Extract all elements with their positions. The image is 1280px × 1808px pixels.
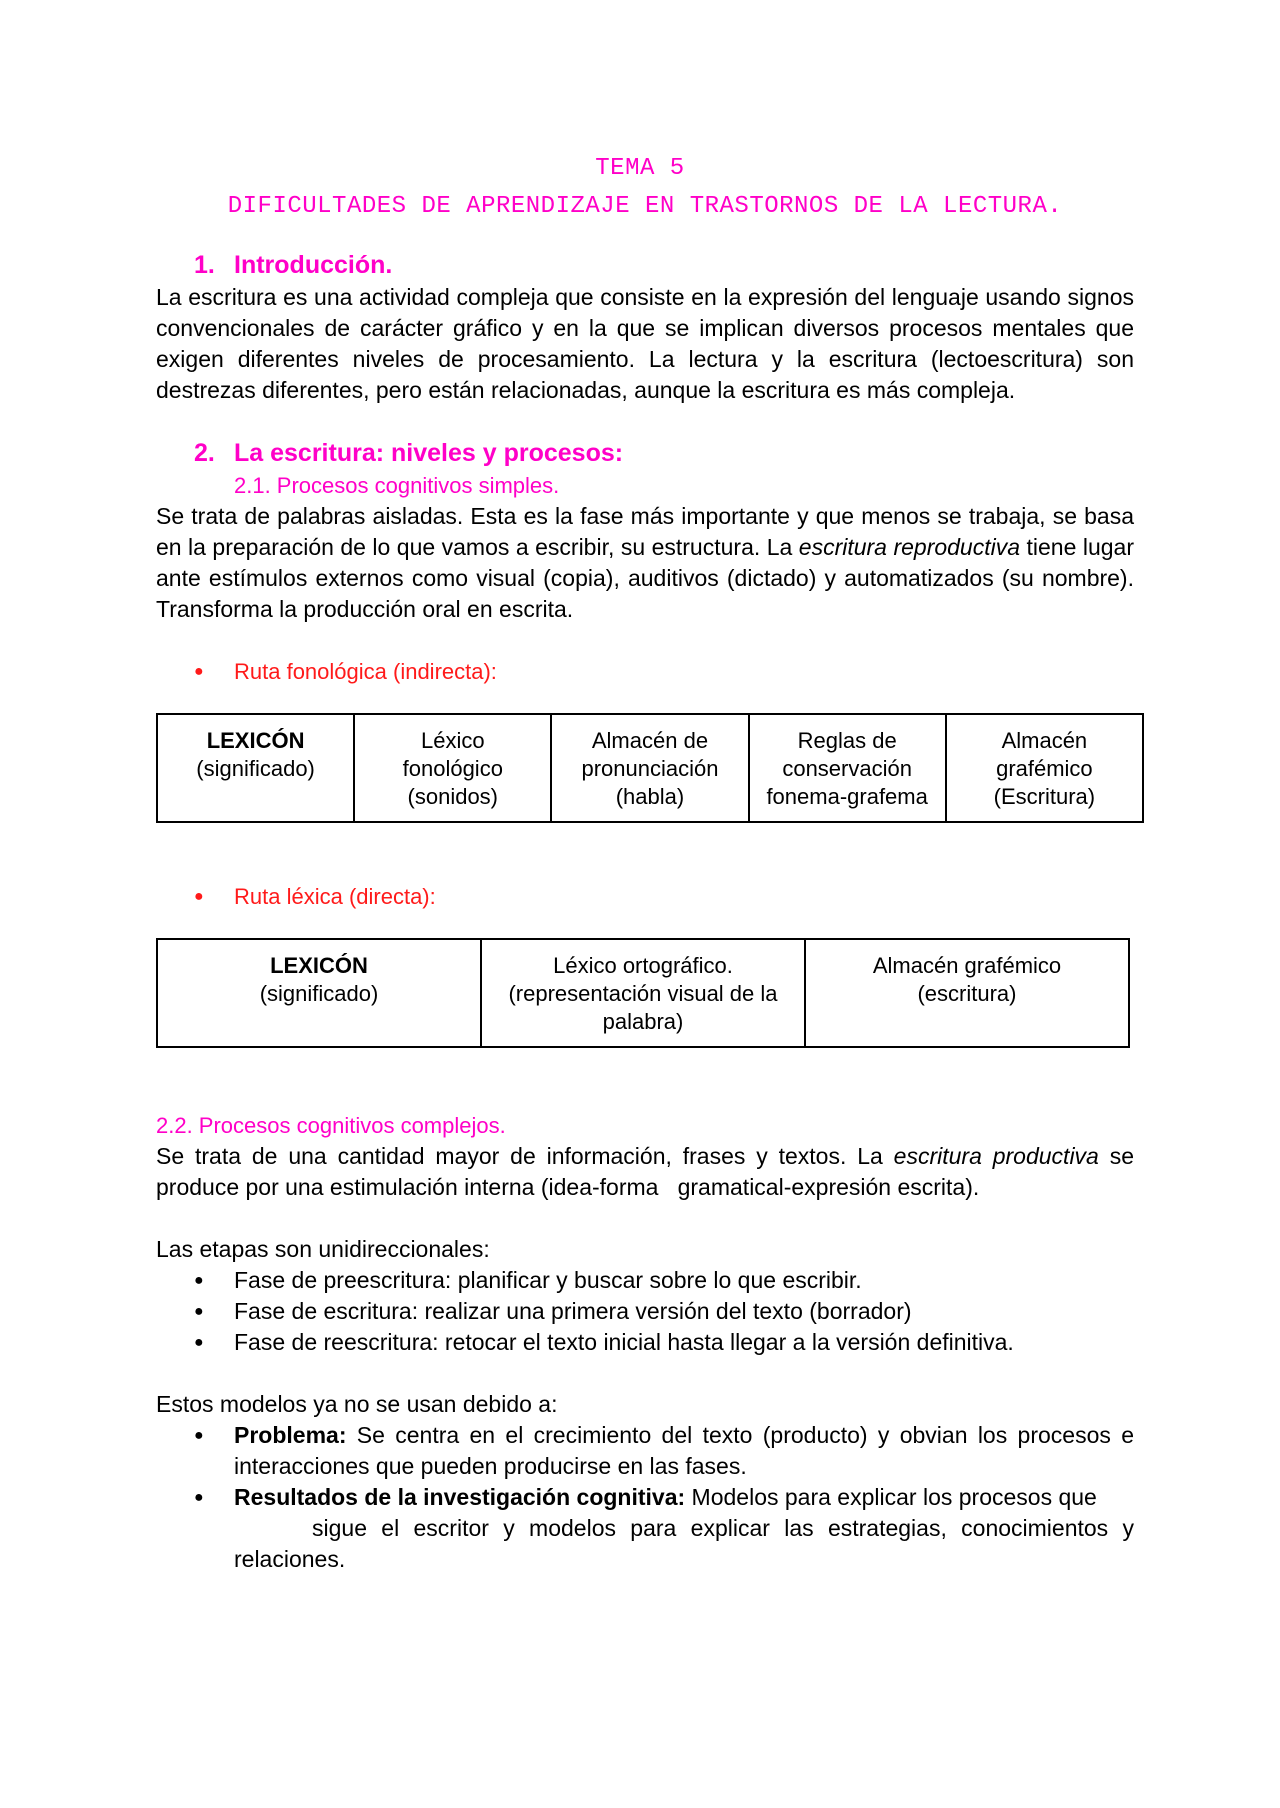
- page-content: [156, 150, 1141, 1575]
- table-cell: Léxico ortográfico. (representación visual de la palabra): [481, 939, 805, 1047]
- table-cell: LEXICÓN (significado): [157, 714, 354, 822]
- section2-number: 2.: [194, 439, 215, 467]
- tema-title: TEMA 5: [595, 155, 685, 182]
- modelos-intro: Estos modelos ya no se usan debido a:: [156, 1391, 558, 1417]
- bullet-icon: ●: [194, 888, 204, 905]
- table-cell: Almacén grafémico (Escritura): [946, 714, 1143, 822]
- section2-heading: [194, 436, 1134, 470]
- bullet-icon: ●: [194, 663, 204, 680]
- bullet-icon: ●: [194, 1303, 204, 1320]
- bullet-icon: ●: [194, 1489, 204, 1506]
- bullet-icon: ●: [194, 1427, 204, 1444]
- etapas-intro: Las etapas son unidireccionales:: [156, 1236, 490, 1262]
- subsection-2-2-heading: 2.2. Procesos cognitivos complejos.: [156, 1113, 506, 1138]
- table-cell: Léxico fonológico (sonidos): [354, 714, 551, 822]
- list-item: ● Problema: Se centra en el crecimiento del texto (producto) y obvian los procesos e interacciones que pueden producirse en las fases.: [194, 1420, 1134, 1482]
- intro-heading-text: Introducción.: [234, 251, 393, 279]
- ruta-lexica-table: [156, 938, 1130, 1048]
- intro-heading: [194, 248, 1134, 282]
- escritura-reproductiva-term: escritura reproductiva: [798, 534, 1021, 560]
- resultados-label: Resultados de la investigación cognitiva:: [234, 1484, 686, 1510]
- problema-label: Problema:: [234, 1422, 347, 1448]
- document-subtitle: DIFICULTADES DE APRENDIZAJE EN TRASTORNOS DE LA LECTURA.: [227, 193, 1063, 220]
- list-item: ● Fase de escritura: realizar una primera versión del texto (borrador): [194, 1296, 1134, 1327]
- subsection-2-1-paragraph: Se trata de palabras aisladas. Esta es la fase más importante y que menos se trabaja, se basa en la preparación de lo que vamos a escribir, su estructura. La escritura reproductiva tiene lugar ante estímulos externos como visual (copia), auditivos (dictado) y automatizados (su nombre). Transforma la producción oral en escrita.: [156, 503, 1134, 622]
- intro-number: 1.: [194, 251, 215, 279]
- bullet-icon: ●: [194, 1334, 204, 1351]
- ruta-lexica-label: ● Ruta léxica (directa):: [194, 881, 1134, 912]
- escritura-productiva-term: escritura productiva: [893, 1143, 1099, 1169]
- table-cell: Almacén de pronunciación (habla): [551, 714, 748, 822]
- ruta-fonologica-table: [156, 713, 1144, 823]
- table-cell: Reglas de conservación fonema-grafema: [749, 714, 946, 822]
- list-item: ● Fase de reescritura: retocar el texto inicial hasta llegar a la versión definitiva.: [194, 1327, 1134, 1358]
- bullet-icon: ●: [194, 1272, 204, 1289]
- ruta-fonologica-label: ● Ruta fonológica (indirecta):: [194, 656, 1134, 687]
- intro-paragraph: La escritura es una actividad compleja que consiste en la expresión del lenguaje usando signos convencionales de carácter gráfico y en la que se implican diversos procesos mentales que exigen diferentes niveles de procesamiento. La lectura y la escritura (lectoescritura) son destrezas diferentes, pero están relacionadas, aunque la escritura es más compleja.: [156, 284, 1134, 403]
- list-item: ● Fase de preescritura: planificar y buscar sobre lo que escribir.: [194, 1265, 1134, 1296]
- table-cell: LEXICÓN (significado): [157, 939, 481, 1047]
- table-cell: Almacén grafémico (escritura): [805, 939, 1129, 1047]
- list-item: ● Resultados de la investigación cognitiva: Modelos para explicar los procesos que sigue el escritor y modelos para explicar las estrategias, conocimientos y relaciones.: [194, 1482, 1134, 1575]
- subsection-2-2-paragraph: Se trata de una cantidad mayor de información, frases y textos. La escritura productiva se produce por una estimulación interna (idea-forma gramatical-expresión escrita).: [156, 1143, 1141, 1200]
- section2-heading-text: La escritura: niveles y procesos:: [234, 439, 624, 467]
- subsection-2-1-heading: 2.1. Procesos cognitivos simples.: [234, 473, 560, 498]
